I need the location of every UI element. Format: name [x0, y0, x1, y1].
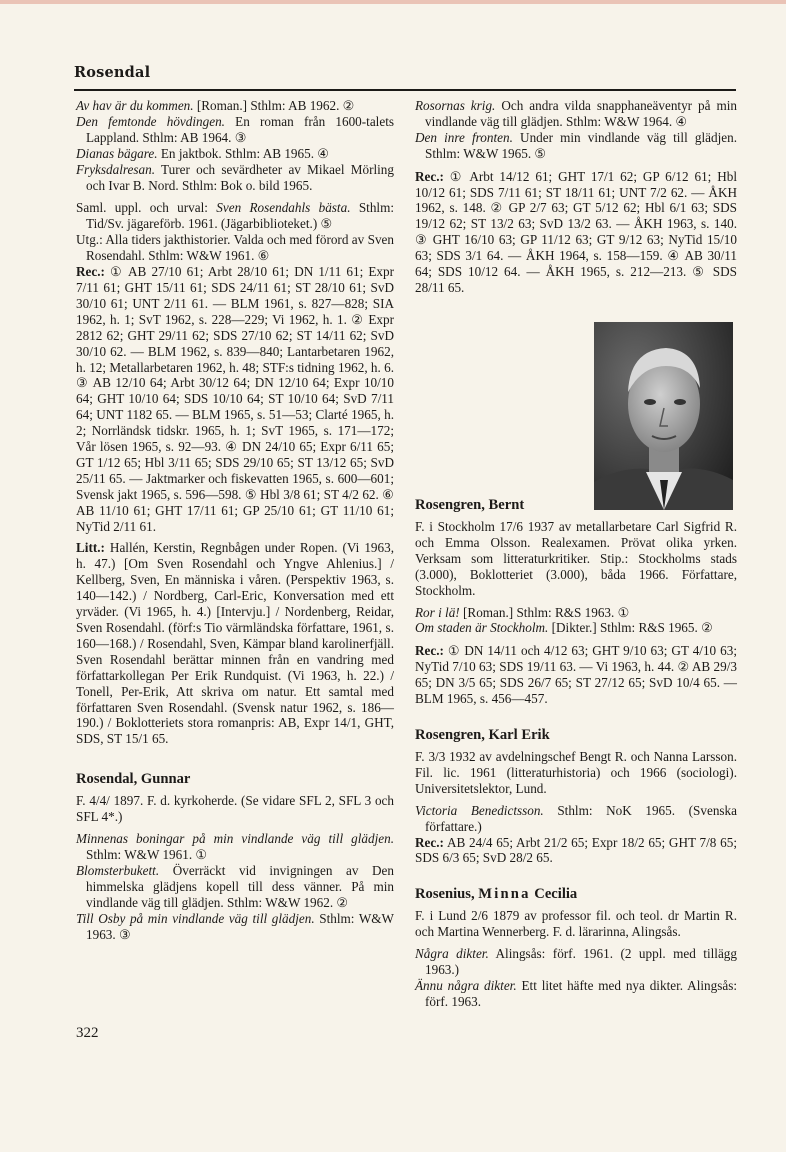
work-entry: Ror i lä! [Roman.] Sthlm: R&S 1963. ①	[415, 604, 630, 620]
right-column-bottom	[415, 497, 737, 1010]
portrait-photo-icon	[594, 322, 733, 510]
entry-heading-gunnar: Rosendal, Gunnar	[76, 771, 191, 788]
work-entry: Av hav är du kommen. [Roman.] Sthlm: AB 1962. ②	[76, 98, 355, 113]
rosendal-works-list	[76, 98, 394, 193]
work-entry: Blomsterbukett. Överräckt vid invigningen av Den himmelska glädjens kopell till dess vänner. På min vindlande väg till glädjen. Sthlm: W&W 1962. ②	[76, 862, 394, 910]
gunnar-works-list	[76, 831, 394, 942]
left-column	[76, 98, 394, 949]
work-entry: Ännu några dikter. Ett litet häfte med nya dikter. Alingsås: förf. 1963.	[415, 977, 737, 1009]
entry-heading-karl-erik: Rosengren, Karl Erik	[415, 726, 550, 743]
work-entry: Den femtonde hövdingen. En roman från 1600-talets Lappland. Sthlm: AB 1964. ③	[76, 113, 394, 145]
work-entry: Om staden är Stockholm. [Dikter.] Sthlm: R&S 1965. ②	[415, 620, 713, 636]
bernt-bio: F. i Stockholm 17/6 1937 av metallarbetare Carl Sigfrid R. och Emma Olsson. Realexamen. Prövat olika yrken. Verksam som litteraturkritiker. Stip.: Stockholms stads (3.000), Boklotteriet (3.000), båda 1966. Författare, Stockholm.	[415, 519, 737, 598]
running-head: Rosendal	[74, 64, 151, 81]
minna-bio: F. i Lund 2/6 1879 av professor fil. och teol. dr Martin R. och Martina Wennerberg. F. d. lärarinna, Alingsås.	[415, 908, 737, 940]
gunnar-bio: F. 4/4/ 1897. F. d. kyrkoherde. (Se vidare SFL 2, SFL 3 och SFL 4*.)	[76, 793, 394, 825]
rec-block: Rec.: ① Arbt 14/12 61; GHT 17/1 62; GP 6/12 61; Hbl 10/12 61; SDS 7/11 61; ST 18/11 61; UNT 7/2 62. — ÅKH 1962, s. 148. ② GP 2/7 63; GT 5/12 62; Hbl 6/1 63; SDS 19/12 62; ST 13/2 63; SvD 13/2 63. — ÅKH 1963, s. 140. ③ GHT 16/10 63; GP 11/12 63; GT 9/12 63; NyTid 15/10 63; SDS 3/1 64. — ÅKH 1964, s. 158—159. ④ AB 30/11 64; SDS 10/12 64. — ÅKH 1965, s. 212—213. ⑤ SDS 28/11 65.	[415, 168, 737, 295]
entry-heading-minna: Rosenius, Minna Cecilia	[415, 886, 578, 903]
page-edge-stripe	[0, 0, 786, 4]
right-column-top	[415, 98, 737, 302]
work-entry: Dianas bägare. En jaktbok. Sthlm: AB 1965. ④	[76, 145, 330, 161]
author-portrait-photo	[594, 322, 733, 510]
header-rule	[74, 89, 736, 91]
gunnar-works-continued	[415, 98, 737, 162]
page-number: 322	[76, 1025, 99, 1041]
saml-entry: Saml. uppl. och urval: Sven Rosendahls bästa. Sthlm: Tid/Sv. jägareförb. 1961. (Jägarbiblioteket.) ⑤	[76, 200, 395, 232]
work-entry: Rosornas krig. Och andra vilda snapphaneäventyr på min vindlande väg till glädjen. Sthlm: W&W 1964. ④	[415, 98, 737, 129]
work-entry: Fryksdalresan. Turer och sevärdheter av Mikael Mörling och Ivar B. Nord. Sthlm: Bok o. bild 1965.	[76, 161, 394, 193]
litt-block: Litt.: Hallén, Kerstin, Regnbågen under Ropen. (Vi 1963, h. 47.) [Om Sven Rosendahl och Yngve Ahlenius.] / Kellberg, Sven, En människa i våren. (Perspektiv 1963, s. 140—142.) / Nordberg, Carl-Eric, Konversation med ett yrväder. (Vi 1965, h. 4.) [Intervju.] / Nordenberg, Reidar, Sven Rosendahl. (förf:s Tio värmländska författare, 1961, s. 160—168.) / Rosendahl, Sven, Kämpar bland karolinerfjäll. Sven Rosendahl berättar minnen från en vandring med författarkollegan Per Erik Rundquist. (Vi 1963, h. 22.) / Tonell, Per-Erik, Att skriva om natur. Ett samtal med författaren Sven Rosendahl. (Svensk natur 1962, s. 186—190.) / Boklotteriets stora romanpris: AB, Expr 14/1, GHT, SDS, ST 15/1 65.	[76, 540, 394, 747]
work-entry: Till Osby på min vindlande väg till glädjen. Sthlm: W&W 1963. ③	[76, 910, 394, 942]
rec-block: Rec.: ① AB 27/10 61; Arbt 28/10 61; DN 1/11 61; Expr 7/11 61; GHT 15/11 61; SDS 24/11 61; ST 28/10 61; SvD 30/10 61; UNT 2/11 61. — BLM 1961, s. 827—828; SIA 1962, h. 1; SvT 1962, s. 228—229; Vi 1962, h. 1. ② Expr 2812 62; GHT 29/11 62; SDS 27/10 62; ST 14/11 62; SvD 30/10 62. — BLM 1962, s. 839—840; Lantarbetaren 1962, h. 12; Metallarbetaren 1962, h. 48; STF:s tidning 1962, h. 6. ③ AB 12/10 64; Arbt 30/12 64; DN 12/10 64; Expr 10/10 64; GHT 10/10 64; SDS 10/10 64; ST 10/10 64; SvD 7/11 64; UNT 1182 65. — BLM 1965, s. 51—53; Clarté 1965, h. 2; Norrländsk tidskr. 1965, h. 1; SvT 1965, s. 171—172; Vår lösen 1965, s. 92—93. ④ DN 24/10 65; Expr 6/11 65; GT 1/12 65; Hbl 3/11 65; SDS 29/10 65; ST 13/12 65; SvD 25/11 65. — Jaktmarker och fiskevatten 1965, s. 600—601; Svensk jakt 1965, s. 596—598. ⑤ Hbl 3/8 61; ST 4/2 62. ⑥ AB 11/10 61; GHT 17/11 61; GP 25/10 61; GT 11/10 61; NyTid 2/11 61.	[76, 264, 394, 534]
bernt-works-list	[415, 605, 737, 637]
karl-erik-bio: F. 3/3 1932 av avdelningschef Bengt R. och Nanna Larsson. Fil. lic. 1961 (litteraturhistoria) och 1966 (sociologi). Universitetslektor, Lund.	[415, 748, 737, 796]
work-entry: Några dikter. Alingsås: förf. 1961. (2 uppl. med tillägg 1963.)	[415, 946, 737, 978]
work-entry: Den inre fronten. Under min vindlande väg till glädjen. Sthlm: W&W 1965. ⑤	[415, 129, 737, 161]
rec-block: Rec.: ① DN 14/11 och 4/12 63; GHT 9/10 63; GT 4/10 63; NyTid 7/10 63; SDS 19/11 63. — Vi 1963, h. 44. ② AB 29/3 65; DN 3/5 65; SDS 26/7 65; ST 27/12 65; SvD 10/4 65. — BLM 1965, s. 456—457.	[415, 643, 737, 707]
utg-entry: Utg.: Alla tiders jakthistorier. Valda och med förord av Sven Rosendahl. Sthlm: W&W 1961. ⑥	[76, 232, 394, 264]
work-entry: Victoria Benedictsson. Sthlm: NoK 1965. (Svenska författare.)	[415, 802, 737, 834]
entry-heading-bernt: Rosengren, Bernt	[415, 497, 525, 513]
rec-block: Rec.: AB 24/4 65; Arbt 21/2 65; Expr 18/2 65; GHT 7/8 65; SDS 6/3 65; SvD 28/2 65.	[415, 834, 737, 866]
work-entry: Minnenas boningar på min vindlande väg till glädjen. Sthlm: W&W 1961. ①	[76, 831, 394, 862]
